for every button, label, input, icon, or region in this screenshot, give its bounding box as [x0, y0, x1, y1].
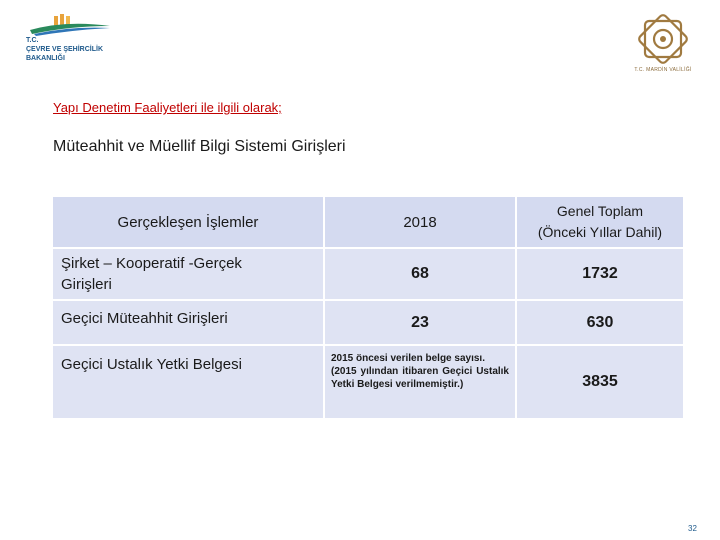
row-1-total: 1732 [582, 265, 618, 282]
row-3-note-line-1: 2015 öncesi verilen belge sayısı. [331, 353, 485, 364]
header-total [517, 197, 683, 247]
row-2-label: Geçici Müteahhit Girişleri [61, 310, 228, 327]
row-2-year-cell [325, 301, 515, 344]
header-total-line-1: Genel Toplam [556, 203, 644, 219]
page-number: 32 [688, 524, 697, 533]
row-3-note-cell [325, 346, 515, 418]
governorship-caption: T.C. MARDİN VALİLİĞİ [634, 67, 692, 73]
row-1-year-cell [325, 249, 515, 299]
ministry-line-3: BAKANLIĞI [26, 55, 65, 62]
row-3-note-line-2: (2015 yılından itibaren Geçici Ustalık Yetki Belgesi verilmemiştir.) [331, 366, 509, 390]
table-row [53, 346, 323, 418]
row-2-total-cell [517, 301, 683, 344]
header-operations-label: Gerçekleşen İşlemler [117, 213, 259, 231]
row-3-total: 3835 [582, 373, 618, 390]
row-1-total-cell [517, 249, 683, 299]
page-title: Müteahhit ve Müellif Bilgi Sistemi Girişleri [53, 138, 346, 155]
ministry-line-1: T.C. [26, 37, 39, 44]
row-3-label: Geçici Ustalık Yetki Belgesi [61, 356, 242, 373]
row-3-note [325, 346, 515, 391]
row-2-year: 23 [411, 313, 429, 331]
header-operations [53, 197, 323, 247]
row-1-label: Şirket – Kooperatif -Gerçek Girişleri [61, 255, 242, 293]
ministry-logo [26, 14, 126, 70]
row-3-total-cell [517, 346, 683, 418]
ministry-emblem-icon [26, 14, 116, 36]
governorship-logo [628, 12, 698, 78]
header-year [325, 197, 515, 247]
row-1-year: 68 [411, 265, 429, 282]
table-row [53, 249, 323, 299]
section-subtitle: Yapı Denetim Faaliyetleri ile ilgili olarak; [53, 100, 282, 115]
header-year-label: 2018 [403, 213, 437, 231]
ministry-line-2: ÇEVRE VE ŞEHİRCİLİK [26, 46, 104, 53]
ornament-star-icon [628, 12, 698, 66]
row-2-total: 630 [586, 313, 614, 331]
table-row [53, 301, 323, 344]
header-total-line-2: (Önceki Yıllar Dahil) [537, 224, 663, 240]
